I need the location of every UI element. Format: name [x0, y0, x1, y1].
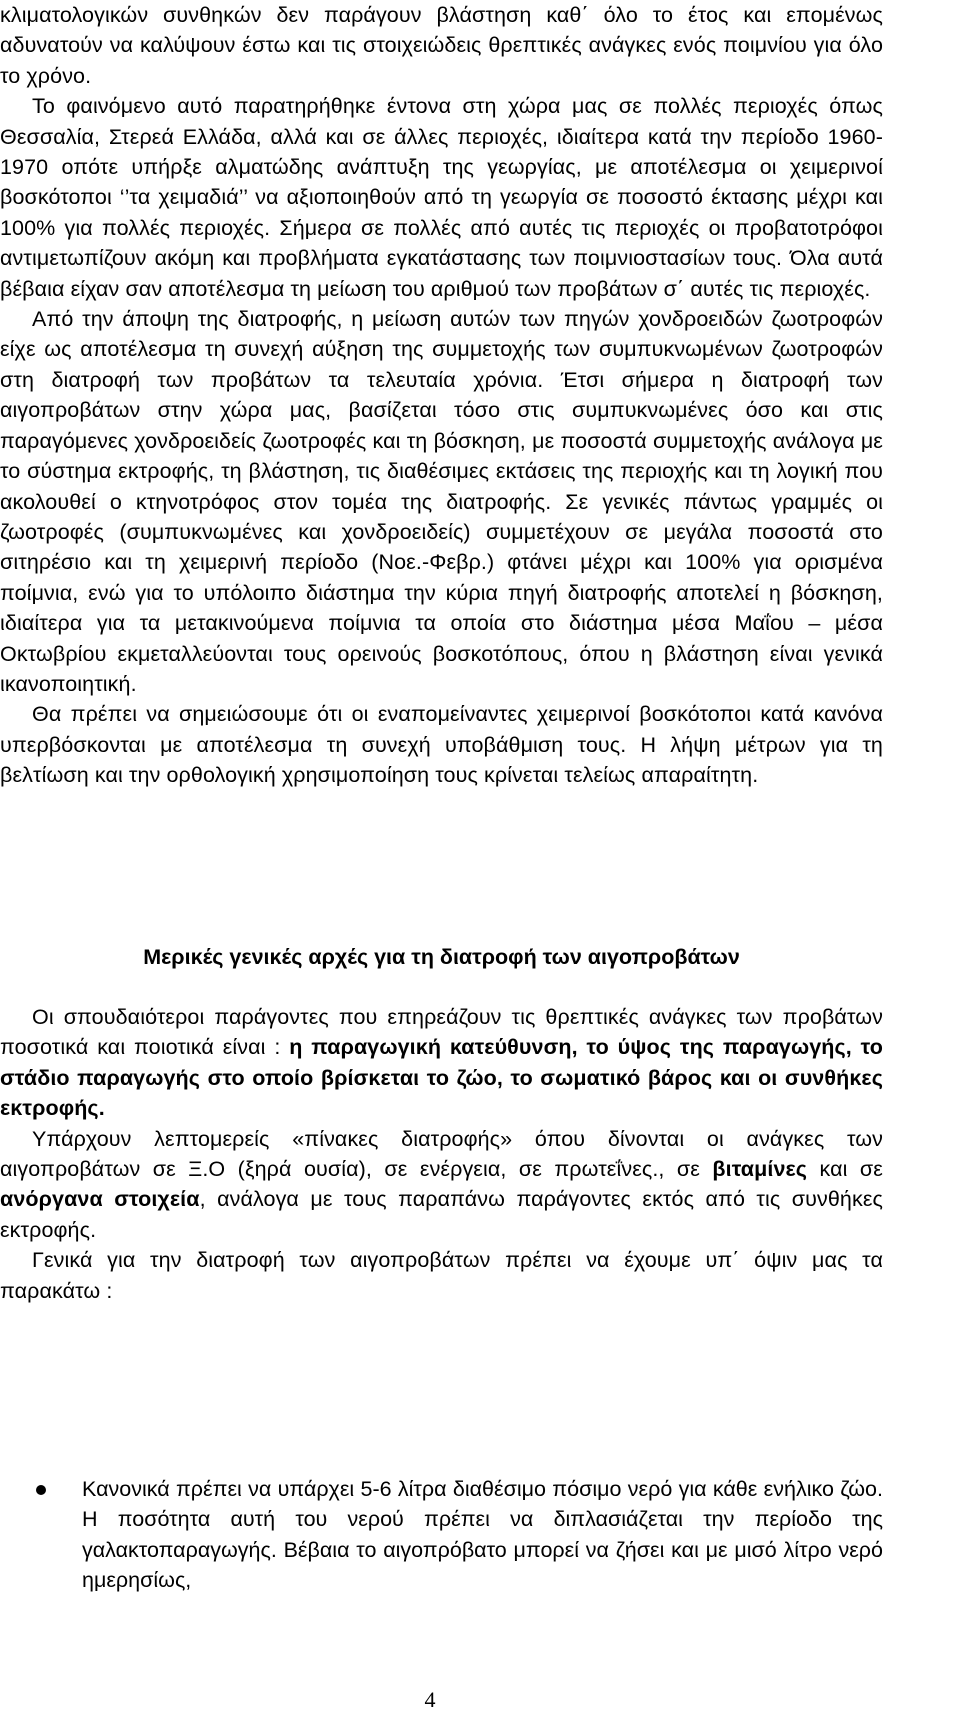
- bullet-icon: [36, 1485, 46, 1495]
- paragraph-thessaly: Το φαινόμενο αυτό παρατηρήθηκε έντονα στη χώρα μας σε πολλές περιοχές όπως Θεσσαλία, Στερεά Ελλάδα, αλλά και σε άλλες περιοχές, ιδιαίτερα κατά την περίοδο 1960-1970 οπότε υπήρξε αλματώδης ανάπτυξη της γεωργίας, με αποτέλεσμα οι χειμερινοί βοσκότοποι ‘’τα χειμαδιά’’ να αξιοποιηθούν από τη γεωργία σε ποσοστό έκτασης μέχρι και 100% για πολλές περιοχές. Σήμερα σε πολλές από αυτές τις περιοχές οι προβατοτρόφοι αντιμετωπίζουν ακόμη και προβλήματα εγκατάστασης των ποιμνιοστασίων τους. Όλα αυτά βέβαια είχαν σαν αποτέλεσμα τη μείωση του αριθμού των προβάτων σ΄ αυτές τις περιοχές.: [0, 94, 883, 301]
- vitamins-bold: βιταμίνες: [712, 1157, 808, 1182]
- factors-intro: Οι σπουδαιότεροι παράγοντες που επηρεάζουν τις θρεπτικές ανάγκες των προβάτων ποσοτικά και ποιοτικά είναι :: [0, 1005, 883, 1060]
- paragraph-general: Γενικά για την διατροφή των αιγοπροβάτων πρέπει να έχουμε υπ΄ όψιν μας τα παρακάτω :: [0, 1248, 883, 1303]
- bullet-list: [0, 1474, 883, 1596]
- upper-text-section: [0, 0, 883, 791]
- section-heading: Μερικές γενικές αρχές για τη διατροφή των αιγοπροβάτων: [143, 945, 740, 969]
- list-item: [0, 1474, 883, 1596]
- paragraph-factors: [0, 1002, 883, 1124]
- paragraph-tables: [0, 1124, 883, 1246]
- bullet-text: Κανονικά πρέπει να υπάρχει 5-6 λίτρα διαθέσιμο πόσιμο νερό για κάθε ενήλικο ζώο. Η ποσότητα αυτή του νερού πρέπει να διπλασιάζεται την περίοδο της γαλακτοπαραγωγής. Βέβαια το αιγοπρόβατο μπορεί να ζήσει και με μισό λίτρο νερό ημερησίως,: [82, 1477, 883, 1593]
- paragraph-winter-pastures: Θα πρέπει να σημειώσουμε ότι οι εναπομείναντες χειμερινοί βοσκότοποι κατά κανόνα υπερβόσκονται με αποτέλεσμα τη συνεχή υποβάθμιση τους. Η λήψη μέτρων για τη βελτίωση και την ορθολογική χρησιμοποίηση τους κρίνεται τελείως απαραίτητη.: [0, 702, 883, 788]
- tables-text-1: Υπάρχουν λεπτομερείς «πίνακες διατροφής» όπου δίνονται οι ανάγκες των αιγοπροβάτων σε Ξ.Ο (ξηρά ουσία), σε ενέργεια, σε πρωτεΐνες., σε: [0, 1126, 883, 1182]
- tables-text-3: , ανάλογα με τους παραπάνω παράγοντες εκτός από τις συνθήκες εκτροφής.: [0, 1187, 883, 1242]
- lower-text-section: [0, 1002, 883, 1306]
- page-number: 4: [424, 1687, 436, 1712]
- paragraph-continuation: κλιματολογικών συνθηκών δεν παράγουν βλάστηση καθ΄ όλο το έτος και επομένως αδυνατούν να καλύψουν έστω και τις στοιχειώδεις θρεπτικές ανάγκες ενός ποιμνίου για όλο το χρόνο.: [0, 3, 883, 88]
- tables-text-2: και σε: [807, 1157, 883, 1182]
- paragraph-nutrition: Από την άποψη της διατροφής, η μείωση αυτών των πηγών χονδροειδών ζωοτροφών είχε ως αποτέλεσμα τη συνεχή αύξηση της συμμετοχής των συμπυκνωμένων ζωοτροφών στη διατροφή των προβάτων τα τελευταία χρόνια. Έτσι σήμερα η διατροφή των αιγοπροβάτων στην χώρα μας, βασίζεται τόσο στις συμπυκνωμένες όσο και στις παραγόμενες χονδροειδείς ζωοτροφές και τη βόσκηση, με ποσοστά συμμετοχής ανάλογα με το σύστημα εκτροφής, τη βλάστηση, τις διαθέσιμες εκτάσεις της περιοχής και τη λογική που ακολουθεί ο κτηνοτρόφος στον τομέα της διατροφής. Σε γενικές πάντως γραμμές οι ζωοτροφές (συμπυκνωμένες και χονδροειδείς) συμμετέχουν σε μεγάλα ποσοστά στο σιτηρέσιο και τη χειμερινή περίοδο (Νοε.-Φεβρ.) φτάνει μέχρι και 100% για ορισμένα ποίμνια, ενώ για το υπόλοιπο διάστημα την κύρια πηγή διατροφής αποτελεί η βόσκηση, ιδιαίτερα για τα μετακινούμενα ποίμνια τα οποία στο διάστημα μέσα Μαΐου – μέσα Οκτωβρίου εκμεταλλεύονται τους ορεινούς βοσκοτόπους, όπου η βλάστηση είναι γενικά ικανοποιητική.: [0, 307, 883, 696]
- minerals-bold: ανόργανα στοιχεία: [0, 1187, 200, 1212]
- factors-list-bold: η παραγωγική κατεύθυνση, το ύψος της παραγωγής, το στάδιο παραγωγής στο οποίο βρίσκεται το ζώο, το σωματικό βάρος και οι συνθήκες εκτροφής.: [0, 1035, 883, 1121]
